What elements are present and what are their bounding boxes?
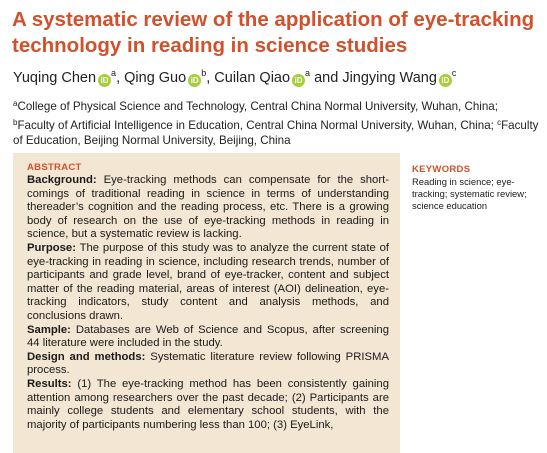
abstract-heading: ABSTRACT — [27, 162, 82, 173]
abstract-label: Design and methods: — [27, 350, 146, 363]
author-name: Qing Guo — [124, 70, 187, 86]
keywords-panel — [412, 164, 544, 213]
author-affiliation-mark: b — [201, 68, 207, 78]
affiliation-mark: a — [13, 99, 18, 108]
author-affiliation-mark: a — [111, 68, 117, 78]
author-affiliation-mark: c — [451, 68, 457, 78]
abstract-label: Results: — [27, 377, 72, 390]
affiliation-text: Faculty of Artificial Intelligence in Education, Central China Normal University, Wuhan, China; — [17, 118, 498, 132]
keywords-text: Reading in science; eye-tracking; systematic review; science education — [412, 176, 527, 212]
orcid-icon[interactable]: iD — [292, 74, 305, 87]
orcid-icon[interactable]: iD — [439, 74, 452, 87]
affiliation-mark: b — [13, 117, 18, 127]
author-name: Yuqing Chen — [13, 70, 97, 86]
abstract-paragraph — [27, 174, 389, 242]
abstract-text: Databases are Web of Science and Scopus, after screening 44 literature were included in the study. — [27, 323, 389, 350]
abstract-body — [27, 174, 389, 432]
orcid-icon[interactable]: iD — [98, 74, 111, 87]
author-name: Jingying Wang — [342, 70, 437, 86]
abstract-box — [13, 153, 400, 453]
keywords-heading: KEYWORDS — [412, 164, 471, 175]
abstract-text: (1) The eye-tracking method has been consistently gaining attention among researchers over the past decade; (2) Participants are mainly college students and elementary school students, with the majority of participants numbering less than 100; (3) EyeLink, — [27, 377, 389, 431]
affiliations — [13, 96, 541, 149]
author-separator: , — [116, 70, 125, 86]
abstract-paragraph — [27, 351, 389, 378]
abstract-label: Background: — [27, 174, 97, 186]
abstract-text: Eye-tracking methods can compensate for the short-comings of traditional reading in science in terms of understanding thereader’s cognition and the reading process, etc. There is a growing body of research on the use of eye-tracking methods in reading in science, but a systematic review is lacking. — [27, 174, 389, 241]
abstract-text: The purpose of this study was to analyze the current state of eye-tracking in reading in science, including research trends, number of participants and grade level, brand of eye-tracker, content and subject matter of the reading material, areas of interest (AOI) delineation, eye-tracking indicators, study content and analysis methods, and conclusions drawn. — [27, 241, 389, 322]
affiliation-text: Faculty of Education, Beijing Normal University, Beijing, China — [13, 118, 539, 147]
abstract-paragraph — [27, 242, 389, 324]
author-separator: , — [206, 70, 215, 86]
author-separator: and — [310, 70, 343, 86]
abstract-text: Systematic literature review following PRISMA process. — [27, 350, 389, 377]
author-name: Cuilan Qiao — [214, 70, 291, 86]
article-title: A systematic review of the application of eye-tracking technology in reading in science studies — [12, 8, 535, 57]
abstract-paragraph — [27, 378, 389, 432]
abstract-label: Sample: — [27, 323, 71, 336]
abstract-paragraph — [27, 324, 389, 351]
abstract-label: Purpose: — [27, 241, 76, 254]
affiliation-mark: c — [497, 117, 502, 127]
author-affiliation-mark: a — [305, 68, 311, 78]
orcid-icon[interactable]: iD — [188, 74, 201, 87]
author-list — [13, 63, 538, 88]
affiliation-text: College of Physical Science and Technology, Central China Normal University, Wuhan, China; — [17, 100, 498, 113]
